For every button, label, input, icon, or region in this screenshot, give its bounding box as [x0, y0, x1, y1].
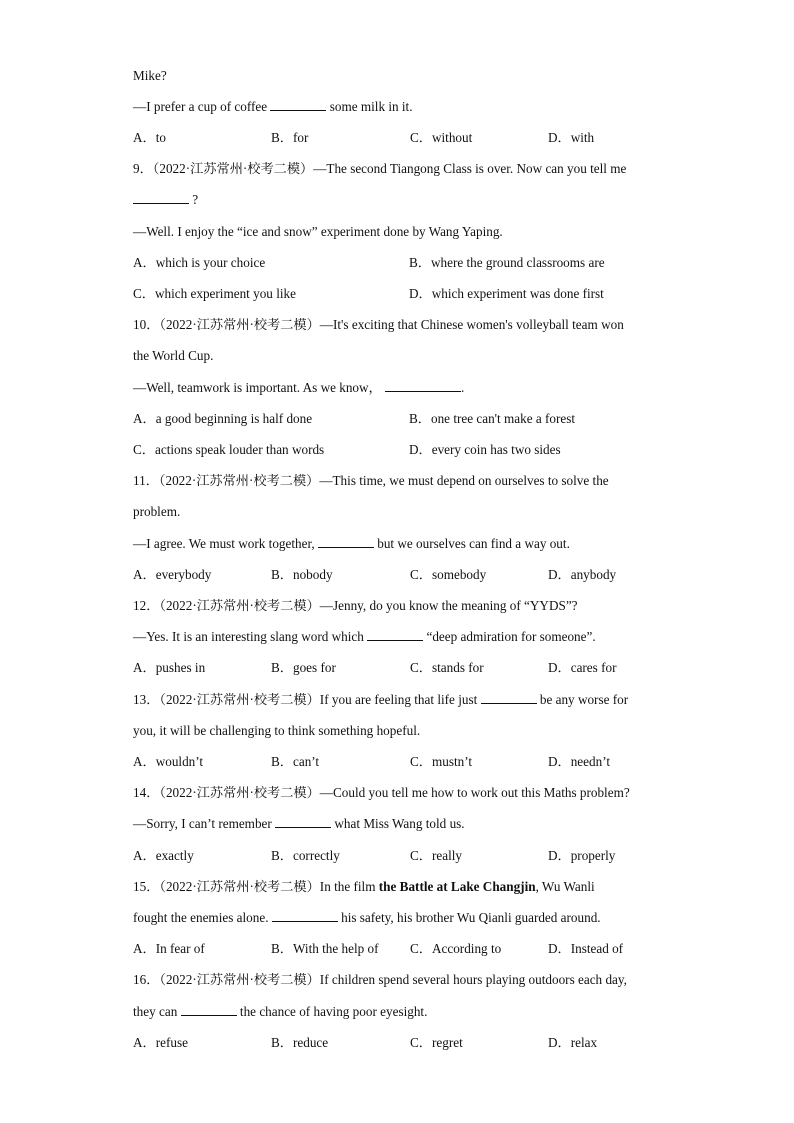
q9-stem: 9．（2022·江苏常州·校考二模）—The second Tiangong Class is over. Now can you tell me — [133, 161, 627, 176]
q14-option-b: B．correctly — [271, 848, 340, 863]
q10-stem-cont: the World Cup. — [133, 348, 214, 363]
q11-option-d: D．anybody — [548, 567, 617, 582]
q11-option-a: A．everybody — [133, 567, 212, 582]
answer-blank — [318, 535, 374, 548]
q12-option-c: C．stands for — [410, 660, 484, 675]
q15-option-a: A．In fear of — [133, 941, 205, 956]
answer-blank — [133, 191, 189, 204]
q9-option-b: B．where the ground classrooms are — [409, 255, 605, 270]
q16-stem: 16．（2022·江苏常州·校考二模）If children spend several hours playing outdoors each day, — [133, 972, 627, 987]
q13-stem: 13．（2022·江苏常州·校考二模）If you are feeling that life just be any worse for — [133, 692, 629, 707]
q14-option-d: D．properly — [548, 848, 616, 863]
answer-blank — [181, 1003, 237, 1016]
q9-stem-cont: ? — [133, 191, 198, 209]
q13-option-b: B．can’t — [271, 754, 320, 769]
q13-option-c: C．mustn’t — [410, 754, 473, 769]
q16-option-c: C．regret — [410, 1035, 463, 1050]
q10-option-c: C．actions speak louder than words — [133, 442, 325, 457]
q10-option-b: B．one tree can't make a forest — [409, 411, 576, 426]
q8-reply: —I prefer a cup of coffee some milk in it. — [133, 99, 413, 114]
q9-option-d: D．which experiment was done first — [409, 286, 604, 301]
q11-stem: 11．（2022·江苏常州·校考二模）—This time, we must depend on ourselves to solve the — [133, 473, 609, 488]
answer-blank — [481, 691, 537, 704]
q8-option-c: C．without — [410, 130, 473, 145]
q10-option-d: D．every coin has two sides — [409, 442, 561, 457]
answer-blank — [270, 98, 326, 111]
q10-stem: 10．（2022·江苏常州·校考二模）—It's exciting that Chinese women's volleyball team won — [133, 317, 624, 332]
q14-option-a: A．exactly — [133, 848, 194, 863]
q12-option-b: B．goes for — [271, 660, 336, 675]
answer-blank — [385, 379, 461, 392]
q13-option-d: D．needn’t — [548, 754, 611, 769]
q15-option-c: C．According to — [410, 941, 502, 956]
q8-option-d: D．with — [548, 130, 595, 145]
q16-stem-cont: they can the chance of having poor eyesight. — [133, 1004, 428, 1019]
q15-stem: 15．（2022·江苏常州·校考二模）In the film the Battle at Lake Changjin, Wu Wanli — [133, 879, 595, 894]
q13-option-a: A．wouldn’t — [133, 754, 204, 769]
q14-option-c: C．really — [410, 848, 463, 863]
q14-stem: 14．（2022·江苏常州·校考二模）—Could you tell me how to work out this Maths problem? — [133, 785, 630, 800]
q8-option-b: B．for — [271, 130, 309, 145]
film-title: the Battle at Lake Changjin — [378, 879, 536, 894]
q15-option-d: D．Instead of — [548, 941, 624, 956]
q9-option-a: A．which is your choice — [133, 255, 266, 270]
q15-option-b: B．With the help of — [271, 941, 379, 956]
q12-option-a: A．pushes in — [133, 660, 206, 675]
answer-blank — [272, 909, 338, 922]
q8-option-a: A．to — [133, 130, 166, 145]
q12-stem: 12．（2022·江苏常州·校考二模）—Jenny, do you know the meaning of “YYDS”? — [133, 598, 578, 613]
q12-option-d: D．cares for — [548, 660, 617, 675]
q11-reply: —I agree. We must work together, but we ourselves can find a way out. — [133, 536, 570, 551]
q10-option-a: A．a good beginning is half done — [133, 411, 313, 426]
q10-reply: —Well, teamwork is important. As we know， . — [133, 380, 465, 395]
q11-stem-cont: problem. — [133, 504, 181, 519]
q12-reply: —Yes. It is an interesting slang word which “deep admiration for someone”. — [133, 629, 596, 644]
q13-stem-cont: you, it will be challenging to think something hopeful. — [133, 723, 421, 738]
q14-reply: —Sorry, I can’t remember what Miss Wang told us. — [133, 816, 465, 831]
q11-option-c: C．somebody — [410, 567, 487, 582]
q9-reply: —Well. I enjoy the “ice and snow” experiment done by Wang Yaping. — [133, 224, 503, 239]
q9-option-c: C．which experiment you like — [133, 286, 296, 301]
q16-option-b: B．reduce — [271, 1035, 329, 1050]
q11-option-b: B．nobody — [271, 567, 333, 582]
q8-stem-cont: Mike? — [133, 68, 167, 83]
answer-blank — [367, 628, 423, 641]
q16-option-d: D．relax — [548, 1035, 598, 1050]
answer-blank — [275, 815, 331, 828]
q15-stem-cont: fought the enemies alone. his safety, his brother Wu Qianli guarded around. — [133, 910, 601, 925]
q16-option-a: A．refuse — [133, 1035, 188, 1050]
